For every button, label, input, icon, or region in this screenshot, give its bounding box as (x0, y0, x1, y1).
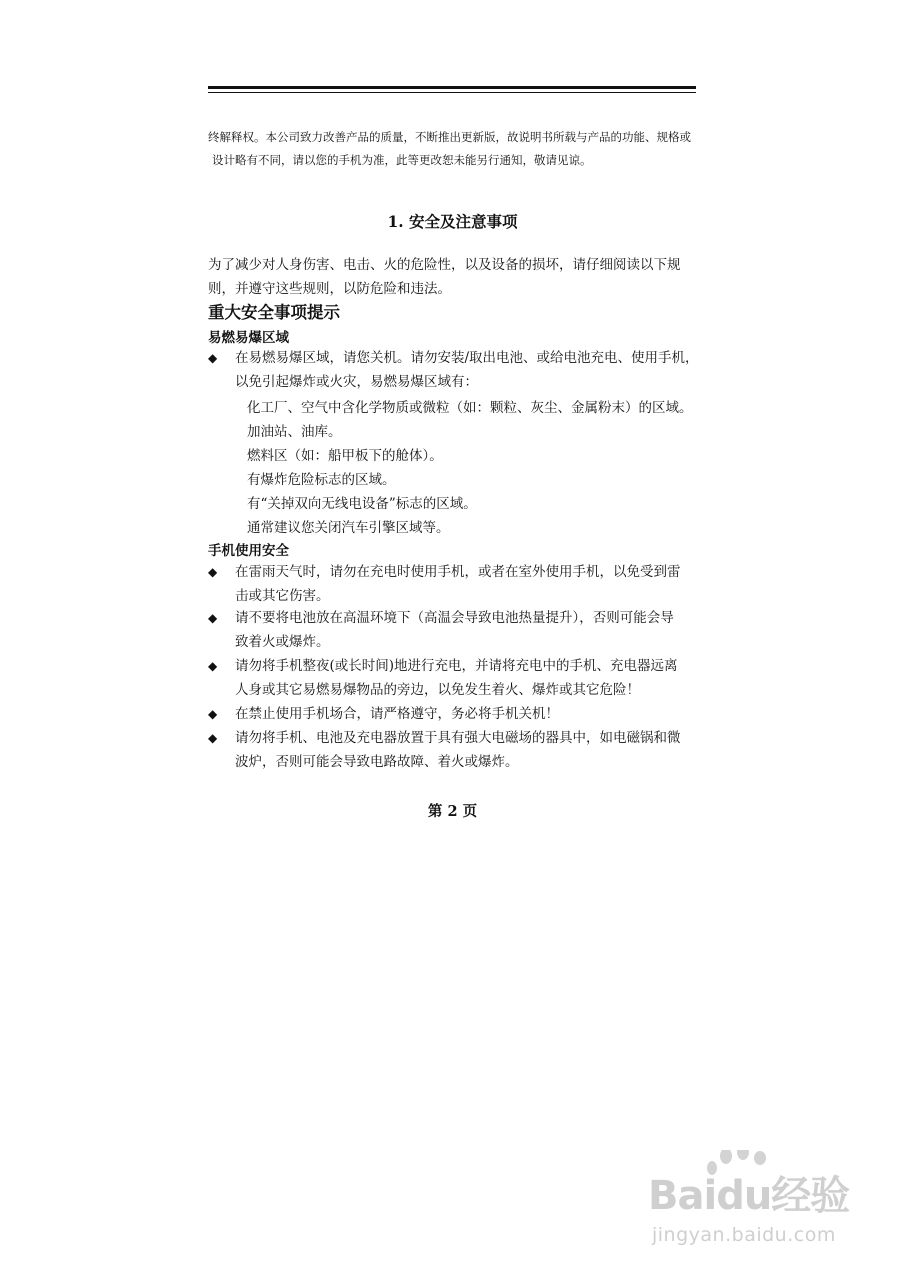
bullet-diamond-icon: ◆ (208, 351, 218, 365)
bullet-line: 请勿将手机、电池及充电器放置于具有强大电磁场的器具中，如电磁锅和微 (235, 730, 681, 746)
phone-safety-bullet (208, 726, 703, 774)
major-heading: 重大安全事项提示 (208, 303, 340, 322)
phone-safety-heading: 手机使用安全 (208, 543, 289, 559)
phone-safety-bullet (208, 702, 703, 726)
header-note-line: 终解释权。本公司致力改善产品的质量，不断推出更新版，故说明书所载与产品的功能、规格或 (208, 130, 691, 144)
phone-safety-bullet (208, 560, 703, 608)
explosive-area-heading: 易燃易爆区域 (208, 330, 289, 346)
bullet-line: 人身或其它易燃易爆物品的旁边，以免发生着火、爆炸或其它危险！ (235, 682, 640, 698)
hazard-place-item: 有爆炸危险标志的区域。 (247, 472, 396, 488)
bullet-line: 在雷雨天气时，请勿在充电时使用手机，或者在室外使用手机，以免受到雷 (235, 564, 681, 580)
bullet-diamond-icon: ◆ (208, 707, 218, 721)
hazard-place-list (247, 396, 693, 540)
bullet-line: 致着火或爆炸。 (235, 634, 330, 650)
header-rule-thin (208, 92, 696, 93)
bullet-diamond-icon: ◆ (208, 611, 218, 625)
bullet-diamond-icon: ◆ (208, 565, 218, 579)
baidu-watermark (648, 1150, 858, 1250)
bullet-line: 波炉，否则可能会导致电路故障、着火或爆炸。 (235, 754, 519, 770)
page-number: 第 2 页 (427, 803, 478, 820)
bullet-line: 在禁止使用手机场合，请严格遵守，务必将手机关机！ (235, 706, 559, 722)
bullet-diamond-icon: ◆ (208, 731, 218, 745)
bullet-line: 在易燃易爆区域，请您关机。请勿安装/取出电池、或给电池充电、使用手机， (235, 350, 699, 366)
explosive-area-bullet (208, 346, 703, 394)
phone-safety-bullet (208, 654, 703, 702)
bullet-line: 击或其它伤害。 (235, 588, 330, 604)
hazard-place-item: 有“关掉双向无线电设备”标志的区域。 (247, 496, 477, 512)
phone-safety-bullet (208, 606, 703, 654)
intro-line: 则，并遵守这些规则，以防危险和违法。 (208, 281, 451, 297)
section-title: 1. 安全及注意事项 (387, 212, 518, 231)
header-rule-thick (208, 86, 696, 89)
bullet-line: 请不要将电池放在高温环境下（高温会导致电池热量提升），否则可能会导 (235, 610, 674, 626)
bullet-line: 以免引起爆炸或火灾，易燃易爆区域有： (235, 374, 478, 390)
hazard-place-item: 通常建议您关闭汽车引擎区域等。 (247, 520, 450, 536)
hazard-place-item: 加油站、油库。 (247, 424, 342, 440)
bullet-diamond-icon: ◆ (208, 659, 218, 673)
header-note-line: 设计略有不同，请以您的手机为准，此等更改恕未能另行通知，敬请见谅。 (212, 153, 592, 167)
header-note (208, 126, 698, 172)
hazard-place-item: 化工厂、空气中含化学物质或微粒（如：颗粒、灰尘、金属粉末）的区域。 (247, 400, 693, 416)
watermark-brand: Baidu经验 (648, 1173, 850, 1219)
hazard-place-item: 燃料区（如：船甲板下的舱体）。 (247, 448, 443, 464)
intro-line: 为了减少对人身伤害、电击、火的危险性，以及设备的损坏，请仔细阅读以下规 (208, 257, 681, 273)
intro-paragraph (208, 253, 703, 301)
bullet-line: 请勿将手机整夜(或长时间)地进行充电，并请将充电中的手机、充电器远离 (235, 658, 678, 674)
watermark-url: jingyan.baidu.com (652, 1224, 836, 1246)
